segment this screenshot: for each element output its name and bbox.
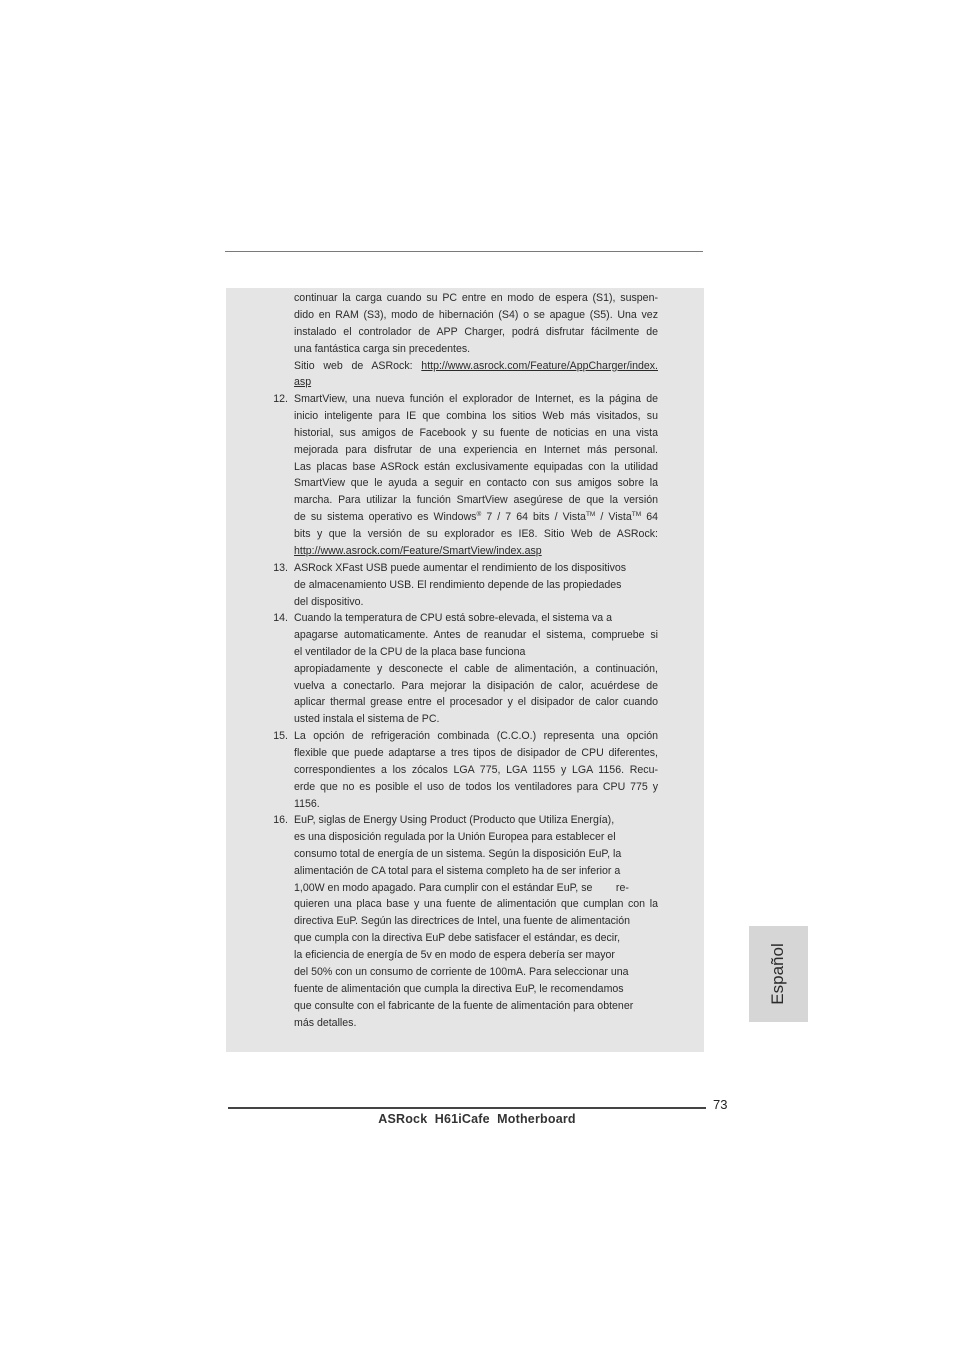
text-line: que cumpla con la directiva EuP debe satisfacer el estándar, es decir, <box>294 932 621 945</box>
text-line: del dispositivo. <box>294 595 364 608</box>
language-tab <box>749 926 808 1022</box>
text-line: es una disposición regulada por la Unión Europea para establecer el <box>294 830 616 843</box>
appcharger-link[interactable]: http://www.asrock.com/Feature/AppCharger/index. <box>421 359 658 372</box>
item-number: 12. <box>273 393 288 405</box>
text-line: una fantástica carga sin precedentes. <box>294 342 471 355</box>
text-line: alimentación de CA total para el sistema completo ha de ser inferior a <box>294 864 621 877</box>
text-line: Cuando la temperatura de CPU está sobre-elevada, el sistema va a <box>294 612 612 624</box>
item-13-paragraph <box>294 560 658 611</box>
footer-title: ASRock H61iCafe Motherboard <box>378 1112 576 1126</box>
appcharger-link-end[interactable]: asp <box>294 376 312 389</box>
item-16-paragraph <box>294 812 658 1032</box>
text-line: quieren una placa base y una fuente de alimentación que cumplan con la <box>294 898 658 911</box>
text-line: flexible que puede adaptarse a tres tipos de disipador de CPU diferentes, <box>294 746 658 759</box>
item-14-paragraph <box>294 610 658 728</box>
text-line <box>294 374 658 391</box>
page-number: 73 <box>713 1097 728 1112</box>
text-line: que consulte con el fabricante de la fuente de alimentación para obtener <box>294 999 634 1012</box>
text-line: La opción de refrigeración combinada (C.C.O.) representa una opción <box>294 730 658 742</box>
text-line: el ventilador de la CPU de la placa base funciona <box>294 645 526 658</box>
text-line: marcha. Para utilizar la función SmartView asegúrese de que la versión <box>294 494 658 507</box>
text-line: correspondientes a los zócalos LGA 775, LGA 1155 y LGA 1156. Recu- <box>294 763 658 776</box>
text-line: 1,00W en modo apagado. Para cumplir con el estándar EuP, se re- <box>294 881 629 894</box>
top-divider <box>225 251 703 252</box>
text-line: dido en RAM (S3), modo de hibernación (S4) o se apague (S5). Una vez <box>294 308 658 321</box>
language-label: Español <box>768 943 787 1005</box>
text-line: del 50% con un consumo de corriente de 100mA. Para seleccionar una <box>294 966 629 979</box>
text-line: de almacenamiento USB. El rendimiento depende de las propiedades <box>294 578 622 591</box>
text-line: bits y que la versión de su explorador es IE8. Sitio Web de ASRock: <box>294 528 658 541</box>
text-line: fuente de alimentación que cumpla la directiva EuP, le recomendamos <box>294 982 624 995</box>
text-line: SmartView, una nueva función el explorador de Internet, es la página de <box>294 393 658 405</box>
text-line: más detalles. <box>294 1016 357 1029</box>
text-line: instalado el controlador de APP Charger, podrá disfrutar fácilmente de <box>294 325 658 338</box>
text-line: apagarse automaticamente. Antes de reanudar el sistema, compruebe si <box>294 628 658 641</box>
os-version-line: de su sistema operativo es Windows® 7 / 7 64 bits / Vista™ / Vista™ 64 <box>294 511 658 524</box>
text-line: vuelva a conectarlo. Para mejorar la disipación de calor, acuérdese de <box>294 679 658 692</box>
text-line: EuP, siglas de Energy Using Product (Producto que Utiliza Energía), <box>294 814 615 826</box>
text-line: apropiadamente y desconecte el cable de alimentación, a continuación, <box>294 662 658 675</box>
item-number: 13. <box>273 562 288 574</box>
text-line: Las placas base ASRock están exclusivamente equipadas con la utilidad <box>294 460 658 473</box>
text-line: historial, sus amigos de Facebook y su fuente de noticias en una vista <box>294 426 658 439</box>
intro-paragraph <box>294 290 658 391</box>
text-line: erde que no es posible el uso de todos los ventiladores para CPU 775 y <box>294 780 658 793</box>
text-line: consumo total de energía de un sistema. Según la disposición EuP, la <box>294 847 622 860</box>
text-line: aplicar thermal grease entre el procesador y el disipador de calor cuando <box>294 696 658 709</box>
text-line: SmartView que le ayuda a seguir en contacto con sus amigos sobre la <box>294 477 658 490</box>
text-line: la eficiencia de energía de 5v en modo de espera debería ser mayor <box>294 949 615 962</box>
smartview-link[interactable]: http://www.asrock.com/Feature/SmartView/index.asp <box>294 545 542 558</box>
item-number: 15. <box>273 730 288 742</box>
text-line: directiva EuP. Según las directrices de Intel, una fuente de alimentación <box>294 915 631 928</box>
item-15-paragraph <box>294 728 658 812</box>
item-12-paragraph <box>294 391 658 560</box>
item-number: 16. <box>273 814 288 826</box>
bottom-divider <box>228 1107 706 1109</box>
text-line: ASRock XFast USB puede aumentar el rendimiento de los dispositivos <box>294 562 627 574</box>
site-prefix: Sitio web de ASRock: <box>294 359 422 372</box>
text-line <box>294 543 658 560</box>
item-number: 14. <box>273 612 288 624</box>
text-line: inicio inteligente para IE que combina los sitios Web más visitados, su <box>294 409 658 422</box>
text-line: continuar la carga cuando su PC entre en modo de espera (S1), suspen- <box>294 292 658 304</box>
text-line <box>294 358 658 375</box>
text-line: usted instala el sistema de PC. <box>294 713 440 726</box>
text-line: 1156. <box>294 797 320 810</box>
text-line: mejorada para disfrutar de una experiencia en Internet más personal. <box>294 443 658 456</box>
